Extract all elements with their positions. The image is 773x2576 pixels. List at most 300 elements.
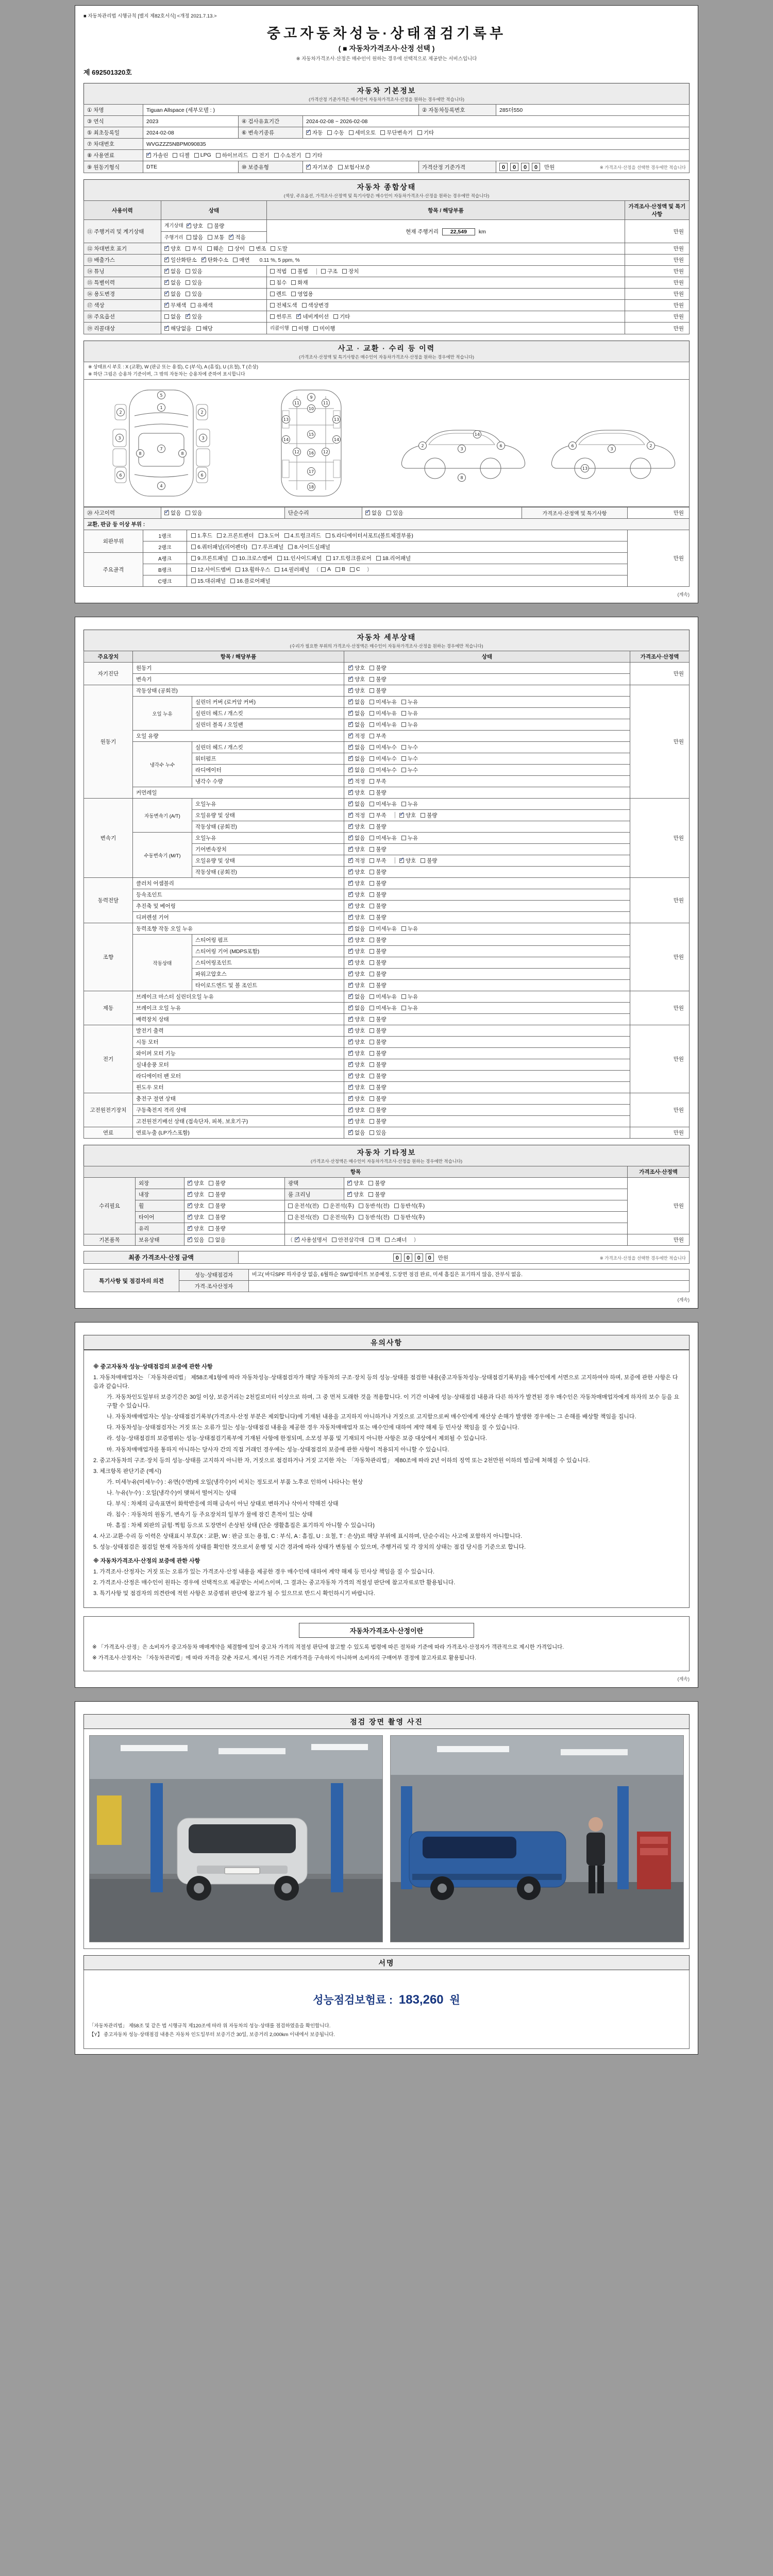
checkbox-option[interactable] bbox=[369, 755, 397, 762]
checkbox-icon[interactable] bbox=[369, 711, 374, 716]
checkbox-option[interactable] bbox=[348, 766, 365, 774]
checkbox-option[interactable] bbox=[421, 857, 437, 865]
checkbox-option[interactable] bbox=[369, 721, 397, 728]
checkbox-checked-icon[interactable] bbox=[348, 949, 353, 954]
checkbox-icon[interactable] bbox=[369, 1062, 374, 1067]
checkbox-option[interactable] bbox=[288, 543, 330, 551]
checkbox-icon[interactable] bbox=[324, 1215, 328, 1219]
checkbox-option[interactable] bbox=[368, 1191, 385, 1198]
checkbox-icon[interactable] bbox=[369, 1119, 374, 1124]
checkbox-option[interactable] bbox=[277, 554, 322, 562]
checkbox-option[interactable] bbox=[369, 1106, 386, 1114]
checkbox-option[interactable] bbox=[394, 1202, 425, 1210]
checkbox-checked-icon[interactable] bbox=[306, 130, 311, 135]
checkbox-icon[interactable] bbox=[209, 1192, 213, 1197]
checkbox-icon[interactable] bbox=[349, 130, 354, 135]
checkbox-icon[interactable] bbox=[270, 314, 275, 319]
checkbox-option[interactable] bbox=[369, 981, 386, 989]
checkbox-icon[interactable] bbox=[369, 745, 374, 750]
checkbox-icon[interactable] bbox=[401, 836, 406, 840]
checkbox-option[interactable] bbox=[349, 129, 376, 137]
checkbox-option[interactable] bbox=[348, 1129, 365, 1137]
checkbox-icon[interactable] bbox=[369, 824, 374, 829]
checkbox-icon[interactable] bbox=[401, 745, 406, 750]
checkbox-icon[interactable] bbox=[369, 858, 374, 863]
checkbox-option[interactable] bbox=[369, 857, 386, 865]
checkbox-icon[interactable] bbox=[369, 1017, 374, 1022]
checkbox-option[interactable] bbox=[306, 129, 323, 137]
checkbox-checked-icon[interactable] bbox=[348, 756, 353, 761]
checkbox-checked-icon[interactable] bbox=[348, 915, 353, 920]
checkbox-option[interactable] bbox=[348, 857, 365, 865]
checkbox-icon[interactable] bbox=[270, 269, 275, 274]
checkbox-icon[interactable] bbox=[369, 1096, 374, 1101]
checkbox-option[interactable] bbox=[369, 777, 386, 785]
checkbox-checked-icon[interactable] bbox=[348, 972, 353, 976]
checkbox-option[interactable] bbox=[348, 675, 365, 683]
checkbox-checked-icon[interactable] bbox=[348, 881, 353, 886]
checkbox-option[interactable] bbox=[146, 151, 168, 159]
checkbox-icon[interactable] bbox=[236, 567, 240, 572]
checkbox-icon[interactable] bbox=[274, 153, 279, 158]
checkbox-option[interactable] bbox=[302, 301, 329, 309]
checkbox-option[interactable] bbox=[348, 800, 365, 808]
checkbox-icon[interactable] bbox=[326, 556, 331, 561]
checkbox-option[interactable] bbox=[348, 868, 365, 876]
checkbox-checked-icon[interactable] bbox=[348, 734, 353, 738]
checkbox-checked-icon[interactable] bbox=[188, 1238, 192, 1242]
checkbox-icon[interactable] bbox=[369, 813, 374, 818]
checkbox-option[interactable] bbox=[348, 936, 365, 944]
checkbox-option[interactable] bbox=[288, 1213, 319, 1221]
checkbox-option[interactable] bbox=[321, 566, 331, 572]
checkbox-icon[interactable] bbox=[369, 915, 374, 920]
checkbox-icon[interactable] bbox=[369, 949, 374, 954]
checkbox-option[interactable] bbox=[270, 301, 297, 309]
checkbox-checked-icon[interactable] bbox=[188, 1204, 192, 1208]
checkbox-icon[interactable] bbox=[194, 153, 199, 158]
checkbox-icon[interactable] bbox=[306, 153, 310, 158]
checkbox-checked-icon[interactable] bbox=[348, 904, 353, 908]
checkbox-icon[interactable] bbox=[284, 533, 289, 538]
checkbox-checked-icon[interactable] bbox=[348, 790, 353, 795]
checkbox-option[interactable] bbox=[359, 1202, 390, 1210]
checkbox-option[interactable] bbox=[191, 554, 228, 562]
checkbox-icon[interactable] bbox=[369, 1085, 374, 1090]
checkbox-option[interactable] bbox=[369, 675, 386, 683]
checkbox-icon[interactable] bbox=[186, 511, 190, 515]
checkbox-icon[interactable] bbox=[401, 722, 406, 727]
checkbox-checked-icon[interactable] bbox=[164, 511, 169, 515]
checkbox-icon[interactable] bbox=[275, 567, 279, 572]
checkbox-option[interactable] bbox=[348, 1049, 365, 1057]
checkbox-icon[interactable] bbox=[326, 533, 330, 538]
checkbox-icon[interactable] bbox=[368, 1181, 373, 1185]
checkbox-option[interactable] bbox=[369, 811, 386, 819]
checkbox-checked-icon[interactable] bbox=[164, 258, 169, 262]
checkbox-checked-icon[interactable] bbox=[348, 926, 353, 931]
checkbox-icon[interactable] bbox=[369, 768, 374, 772]
checkbox-icon[interactable] bbox=[191, 579, 196, 583]
checkbox-option[interactable] bbox=[350, 566, 360, 572]
checkbox-checked-icon[interactable] bbox=[348, 836, 353, 840]
checkbox-checked-icon[interactable] bbox=[348, 711, 353, 716]
checkbox-option[interactable] bbox=[369, 868, 386, 876]
checkbox-icon[interactable] bbox=[369, 904, 374, 908]
checkbox-checked-icon[interactable] bbox=[187, 224, 191, 228]
checkbox-option[interactable] bbox=[369, 834, 397, 842]
checkbox-option[interactable] bbox=[369, 1004, 397, 1012]
checkbox-option[interactable] bbox=[326, 532, 413, 539]
checkbox-icon[interactable] bbox=[338, 165, 343, 170]
checkbox-option[interactable] bbox=[321, 267, 338, 275]
checkbox-icon[interactable] bbox=[369, 836, 374, 840]
checkbox-option[interactable] bbox=[259, 532, 280, 539]
checkbox-option[interactable] bbox=[186, 245, 202, 252]
checkbox-option[interactable] bbox=[164, 256, 197, 264]
checkbox-checked-icon[interactable] bbox=[348, 1017, 353, 1022]
checkbox-icon[interactable] bbox=[369, 1130, 374, 1135]
checkbox-option[interactable] bbox=[188, 1202, 204, 1210]
checkbox-icon[interactable] bbox=[191, 567, 196, 572]
checkbox-option[interactable] bbox=[187, 233, 203, 241]
checkbox-icon[interactable] bbox=[321, 269, 326, 274]
checkbox-icon[interactable] bbox=[270, 292, 275, 296]
checkbox-option[interactable] bbox=[187, 222, 203, 230]
checkbox-option[interactable] bbox=[401, 755, 418, 762]
checkbox-option[interactable] bbox=[348, 1095, 365, 1103]
checkbox-checked-icon[interactable] bbox=[348, 1096, 353, 1101]
checkbox-option[interactable] bbox=[421, 811, 437, 819]
checkbox-icon[interactable] bbox=[369, 700, 374, 704]
checkbox-option[interactable] bbox=[369, 993, 397, 1001]
checkbox-icon[interactable] bbox=[369, 926, 374, 931]
checkbox-option[interactable] bbox=[295, 1236, 327, 1244]
checkbox-option[interactable] bbox=[348, 993, 365, 1001]
checkbox-icon[interactable] bbox=[259, 533, 263, 538]
checkbox-option[interactable] bbox=[191, 301, 212, 309]
checkbox-checked-icon[interactable] bbox=[365, 511, 370, 515]
checkbox-option[interactable] bbox=[348, 947, 365, 955]
checkbox-option[interactable] bbox=[348, 1038, 365, 1046]
checkbox-checked-icon[interactable] bbox=[348, 768, 353, 772]
checkbox-icon[interactable] bbox=[369, 688, 374, 693]
checkbox-icon[interactable] bbox=[369, 938, 374, 942]
checkbox-option[interactable] bbox=[348, 1027, 365, 1035]
checkbox-option[interactable] bbox=[191, 532, 212, 539]
checkbox-icon[interactable] bbox=[350, 567, 355, 572]
checkbox-option[interactable] bbox=[369, 789, 386, 796]
checkbox-option[interactable] bbox=[348, 721, 365, 728]
checkbox-option[interactable] bbox=[369, 1072, 386, 1080]
checkbox-option[interactable] bbox=[338, 163, 371, 171]
checkbox-checked-icon[interactable] bbox=[188, 1181, 192, 1185]
checkbox-option[interactable] bbox=[417, 129, 434, 137]
checkbox-checked-icon[interactable] bbox=[229, 235, 233, 240]
checkbox-icon[interactable] bbox=[385, 1238, 390, 1242]
checkbox-checked-icon[interactable] bbox=[348, 813, 353, 818]
checkbox-checked-icon[interactable] bbox=[201, 258, 206, 262]
checkbox-icon[interactable] bbox=[369, 1238, 374, 1242]
checkbox-option[interactable] bbox=[369, 936, 386, 944]
checkbox-option[interactable] bbox=[186, 290, 202, 298]
checkbox-icon[interactable] bbox=[249, 246, 254, 251]
checkbox-option[interactable] bbox=[347, 1179, 364, 1187]
checkbox-checked-icon[interactable] bbox=[348, 870, 353, 874]
checkbox-checked-icon[interactable] bbox=[348, 1051, 353, 1056]
checkbox-icon[interactable] bbox=[208, 224, 212, 228]
checkbox-option[interactable] bbox=[347, 1191, 364, 1198]
checkbox-icon[interactable] bbox=[270, 280, 275, 285]
checkbox-checked-icon[interactable] bbox=[348, 666, 353, 670]
checkbox-icon[interactable] bbox=[369, 734, 374, 738]
checkbox-icon[interactable] bbox=[369, 881, 374, 886]
checkbox-option[interactable] bbox=[399, 811, 416, 819]
checkbox-icon[interactable] bbox=[252, 545, 257, 549]
checkbox-option[interactable] bbox=[369, 1117, 386, 1125]
checkbox-icon[interactable] bbox=[191, 556, 196, 561]
checkbox-option[interactable] bbox=[401, 834, 418, 842]
checkbox-option[interactable] bbox=[209, 1213, 225, 1221]
checkbox-option[interactable] bbox=[348, 1117, 365, 1125]
checkbox-icon[interactable] bbox=[217, 533, 222, 538]
checkbox-icon[interactable] bbox=[369, 1040, 374, 1044]
checkbox-option[interactable] bbox=[369, 1095, 386, 1103]
checkbox-icon[interactable] bbox=[380, 130, 385, 135]
checkbox-icon[interactable] bbox=[313, 326, 318, 331]
checkbox-checked-icon[interactable] bbox=[348, 960, 353, 965]
checkbox-icon[interactable] bbox=[288, 545, 293, 549]
checkbox-icon[interactable] bbox=[386, 511, 391, 515]
checkbox-option[interactable] bbox=[270, 267, 287, 275]
checkbox-option[interactable] bbox=[342, 267, 359, 275]
checkbox-checked-icon[interactable] bbox=[348, 1062, 353, 1067]
checkbox-option[interactable] bbox=[348, 902, 365, 910]
checkbox-option[interactable] bbox=[252, 543, 283, 551]
checkbox-option[interactable] bbox=[188, 1225, 204, 1232]
checkbox-checked-icon[interactable] bbox=[188, 1192, 192, 1197]
checkbox-option[interactable] bbox=[348, 834, 365, 842]
checkbox-icon[interactable] bbox=[421, 858, 425, 863]
checkbox-option[interactable] bbox=[164, 313, 181, 320]
checkbox-icon[interactable] bbox=[191, 533, 196, 538]
checkbox-option[interactable] bbox=[348, 1004, 365, 1012]
checkbox-option[interactable] bbox=[348, 925, 365, 933]
checkbox-icon[interactable] bbox=[369, 1051, 374, 1056]
checkbox-icon[interactable] bbox=[417, 130, 422, 135]
checkbox-icon[interactable] bbox=[421, 813, 425, 818]
checkbox-option[interactable] bbox=[401, 925, 418, 933]
checkbox-option[interactable] bbox=[201, 256, 229, 264]
checkbox-icon[interactable] bbox=[187, 235, 191, 240]
checkbox-option[interactable] bbox=[369, 664, 386, 672]
checkbox-icon[interactable] bbox=[233, 258, 238, 262]
checkbox-option[interactable] bbox=[369, 1015, 386, 1023]
checkbox-icon[interactable] bbox=[186, 292, 190, 296]
checkbox-option[interactable] bbox=[369, 970, 386, 978]
checkbox-option[interactable] bbox=[394, 1213, 425, 1221]
checkbox-option[interactable] bbox=[209, 1236, 225, 1244]
checkbox-icon[interactable] bbox=[270, 303, 275, 308]
checkbox-option[interactable] bbox=[216, 151, 248, 159]
checkbox-option[interactable] bbox=[274, 151, 301, 159]
checkbox-checked-icon[interactable] bbox=[348, 824, 353, 829]
checkbox-icon[interactable] bbox=[302, 303, 307, 308]
checkbox-icon[interactable] bbox=[209, 1238, 213, 1242]
checkbox-option[interactable] bbox=[348, 879, 365, 887]
checkbox-option[interactable] bbox=[348, 1106, 365, 1114]
checkbox-option[interactable] bbox=[186, 509, 202, 517]
checkbox-checked-icon[interactable] bbox=[348, 779, 353, 784]
checkbox-option[interactable] bbox=[191, 577, 226, 585]
checkbox-option[interactable] bbox=[386, 509, 403, 517]
checkbox-option[interactable] bbox=[208, 222, 224, 230]
checkbox-checked-icon[interactable] bbox=[348, 1074, 353, 1078]
checkbox-icon[interactable] bbox=[327, 130, 332, 135]
checkbox-option[interactable] bbox=[348, 913, 365, 921]
checkbox-checked-icon[interactable] bbox=[348, 1028, 353, 1033]
checkbox-checked-icon[interactable] bbox=[348, 938, 353, 942]
checkbox-option[interactable] bbox=[348, 1015, 365, 1023]
checkbox-option[interactable] bbox=[335, 566, 345, 572]
checkbox-option[interactable] bbox=[369, 698, 397, 706]
checkbox-icon[interactable] bbox=[369, 756, 374, 761]
checkbox-option[interactable] bbox=[326, 554, 371, 562]
checkbox-option[interactable] bbox=[306, 163, 333, 171]
checkbox-icon[interactable] bbox=[232, 556, 237, 561]
checkbox-option[interactable] bbox=[291, 279, 308, 286]
checkbox-icon[interactable] bbox=[209, 1226, 213, 1231]
checkbox-icon[interactable] bbox=[369, 666, 374, 670]
checkbox-option[interactable] bbox=[275, 566, 309, 573]
checkbox-icon[interactable] bbox=[164, 314, 169, 319]
checkbox-checked-icon[interactable] bbox=[348, 1108, 353, 1112]
checkbox-option[interactable] bbox=[217, 532, 254, 539]
checkbox-option[interactable] bbox=[348, 823, 365, 831]
checkbox-checked-icon[interactable] bbox=[348, 1085, 353, 1090]
checkbox-icon[interactable] bbox=[369, 972, 374, 976]
checkbox-option[interactable] bbox=[376, 554, 411, 562]
checkbox-icon[interactable] bbox=[401, 756, 406, 761]
checkbox-option[interactable] bbox=[369, 1061, 386, 1069]
checkbox-icon[interactable] bbox=[369, 983, 374, 988]
checkbox-icon[interactable] bbox=[277, 556, 282, 561]
checkbox-checked-icon[interactable] bbox=[164, 292, 169, 296]
checkbox-option[interactable] bbox=[164, 267, 181, 275]
checkbox-option[interactable] bbox=[233, 256, 249, 264]
checkbox-icon[interactable] bbox=[321, 567, 326, 572]
checkbox-option[interactable] bbox=[333, 313, 350, 320]
checkbox-option[interactable] bbox=[207, 245, 224, 252]
checkbox-icon[interactable] bbox=[196, 326, 201, 331]
checkbox-icon[interactable] bbox=[291, 292, 296, 296]
checkbox-option[interactable] bbox=[306, 151, 322, 159]
checkbox-checked-icon[interactable] bbox=[348, 1006, 353, 1010]
checkbox-option[interactable] bbox=[288, 1202, 319, 1210]
checkbox-checked-icon[interactable] bbox=[348, 1040, 353, 1044]
checkbox-icon[interactable] bbox=[369, 790, 374, 795]
checkbox-option[interactable] bbox=[401, 721, 418, 728]
checkbox-checked-icon[interactable] bbox=[164, 326, 169, 331]
checkbox-icon[interactable] bbox=[291, 280, 296, 285]
checkbox-checked-icon[interactable] bbox=[306, 165, 311, 170]
checkbox-icon[interactable] bbox=[253, 153, 257, 158]
checkbox-option[interactable] bbox=[164, 245, 181, 252]
checkbox-option[interactable] bbox=[369, 947, 386, 955]
checkbox-icon[interactable] bbox=[335, 567, 340, 572]
checkbox-option[interactable] bbox=[369, 1027, 386, 1035]
checkbox-checked-icon[interactable] bbox=[348, 745, 353, 750]
checkbox-icon[interactable] bbox=[369, 870, 374, 874]
checkbox-checked-icon[interactable] bbox=[347, 1181, 352, 1185]
checkbox-option[interactable] bbox=[284, 532, 321, 539]
checkbox-icon[interactable] bbox=[359, 1215, 363, 1219]
checkbox-icon[interactable] bbox=[333, 314, 338, 319]
checkbox-option[interactable] bbox=[368, 1179, 385, 1187]
checkbox-option[interactable] bbox=[348, 1072, 365, 1080]
checkbox-option[interactable] bbox=[348, 743, 365, 751]
checkbox-checked-icon[interactable] bbox=[188, 1215, 192, 1219]
checkbox-option[interactable] bbox=[188, 1179, 204, 1187]
checkbox-option[interactable] bbox=[292, 325, 309, 332]
checkbox-icon[interactable] bbox=[332, 1238, 337, 1242]
checkbox-option[interactable] bbox=[401, 709, 418, 717]
checkbox-option[interactable] bbox=[348, 698, 365, 706]
checkbox-option[interactable] bbox=[188, 1191, 204, 1198]
checkbox-option[interactable] bbox=[369, 891, 386, 899]
checkbox-option[interactable] bbox=[348, 959, 365, 967]
checkbox-option[interactable] bbox=[369, 1236, 380, 1244]
checkbox-checked-icon[interactable] bbox=[348, 858, 353, 863]
checkbox-icon[interactable] bbox=[369, 1108, 374, 1112]
checkbox-checked-icon[interactable] bbox=[347, 1192, 352, 1197]
checkbox-option[interactable] bbox=[173, 151, 189, 159]
checkbox-icon[interactable] bbox=[369, 847, 374, 852]
checkbox-icon[interactable] bbox=[369, 779, 374, 784]
checkbox-option[interactable] bbox=[191, 566, 231, 573]
checkbox-icon[interactable] bbox=[359, 1204, 363, 1208]
checkbox-icon[interactable] bbox=[401, 700, 406, 704]
checkbox-option[interactable] bbox=[209, 1225, 225, 1232]
checkbox-option[interactable] bbox=[186, 267, 202, 275]
checkbox-option[interactable] bbox=[296, 313, 329, 320]
checkbox-icon[interactable] bbox=[209, 1215, 213, 1219]
checkbox-icon[interactable] bbox=[209, 1204, 213, 1208]
checkbox-option[interactable] bbox=[401, 766, 418, 774]
checkbox-option[interactable] bbox=[348, 664, 365, 672]
checkbox-icon[interactable] bbox=[186, 280, 190, 285]
checkbox-option[interactable] bbox=[230, 577, 270, 585]
checkbox-icon[interactable] bbox=[401, 711, 406, 716]
checkbox-checked-icon[interactable] bbox=[146, 153, 151, 158]
checkbox-option[interactable] bbox=[369, 959, 386, 967]
checkbox-option[interactable] bbox=[253, 151, 269, 159]
checkbox-option[interactable] bbox=[359, 1213, 390, 1221]
checkbox-icon[interactable] bbox=[368, 1192, 373, 1197]
checkbox-icon[interactable] bbox=[342, 269, 347, 274]
checkbox-option[interactable] bbox=[270, 279, 287, 286]
checkbox-option[interactable] bbox=[313, 325, 335, 332]
checkbox-option[interactable] bbox=[291, 290, 313, 298]
checkbox-option[interactable] bbox=[164, 325, 192, 332]
checkbox-option[interactable] bbox=[191, 543, 247, 551]
checkbox-option[interactable] bbox=[369, 709, 397, 717]
checkbox-option[interactable] bbox=[208, 233, 224, 241]
checkbox-icon[interactable] bbox=[376, 556, 381, 561]
checkbox-option[interactable] bbox=[232, 554, 272, 562]
checkbox-icon[interactable] bbox=[369, 802, 374, 806]
checkbox-icon[interactable] bbox=[394, 1204, 399, 1208]
